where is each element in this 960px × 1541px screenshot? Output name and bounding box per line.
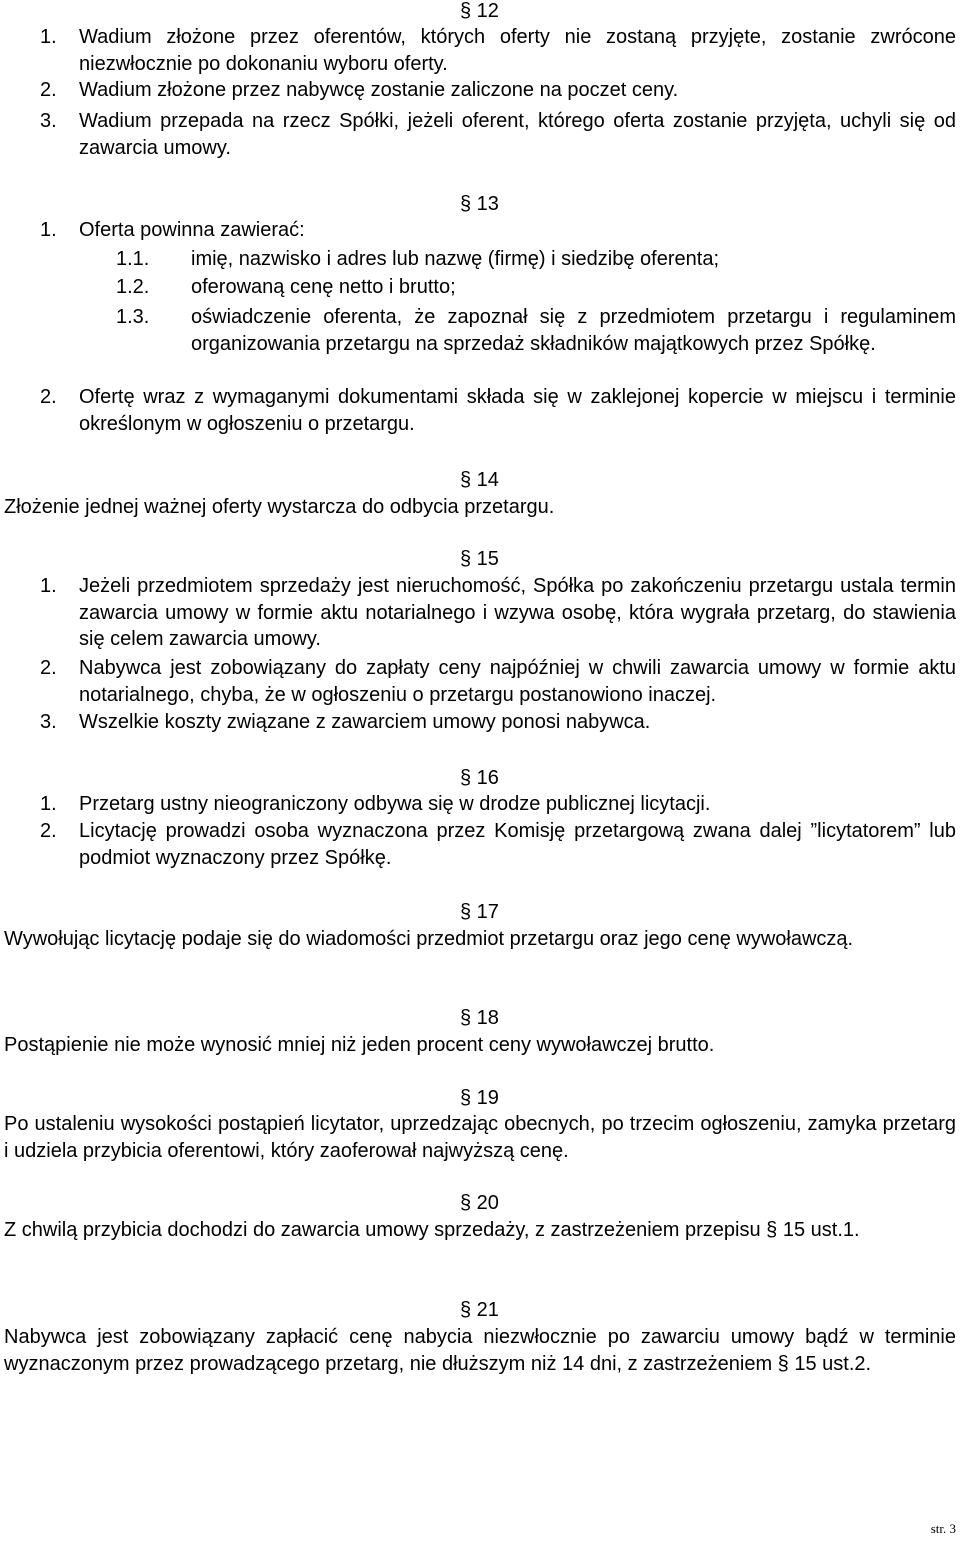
item-text: Wadium złożone przez nabywcę zostanie zaliczone na poczet ceny. <box>79 79 679 101</box>
item-text: Jeżeli przedmiotem sprzedaży jest nieruchomość, Spółka po zakończeniu przetargu ustala termin zawarcia umowy w formie aktu notarialnego i wzywa osobę, która wygrała przetarg, do stawienia się celem zawarcia umowy. <box>79 575 956 650</box>
item-number: 3. <box>40 110 57 132</box>
list-item <box>40 24 956 77</box>
paragraph: Po ustaleniu wysokości postąpień licytator, uprzedzając obecnych, po trzecim ogłoszeniu, zamyka przetarg i udziela przybicia oferentowi, który zaoferował najwyższą cenę. <box>4 1113 956 1162</box>
list-item <box>40 818 956 871</box>
list-item <box>40 384 956 437</box>
section-15-heading: § 15 <box>460 548 499 570</box>
item-text: Wadium przepada na rzecz Spółki, jeżeli oferent, którego oferta zostanie przyjęta, uchyli się od zawarcia umowy. <box>79 110 956 159</box>
sub-item-number: 1.1. <box>116 248 150 270</box>
section-19-heading: § 19 <box>460 1087 499 1109</box>
list-item <box>40 108 956 161</box>
item-text: Ofertę wraz z wymaganymi dokumentami składa się w zaklejonej kopercie w miejscu i terminie określonym w ogłoszeniu o przetargu. <box>79 386 956 435</box>
item-number: 2. <box>40 386 57 408</box>
item-number: 2. <box>40 820 57 842</box>
sub-item-text: imię, nazwisko i adres lub nazwę (firmę) i siedzibę oferenta; <box>191 248 719 270</box>
paragraph: Postąpienie nie może wynosić mniej niż jeden procent ceny wywoławczej brutto. <box>4 1034 715 1056</box>
section-17-heading: § 17 <box>460 901 499 923</box>
list-item <box>40 709 956 736</box>
item-text: Licytację prowadzi osoba wyznaczona przez Komisję przetargową zwana dalej ”licytatorem” lub podmiot wyznaczony przez Spółkę. <box>79 820 956 869</box>
item-text: Oferta powinna zawierać: <box>79 219 305 241</box>
section-12-heading: § 12 <box>460 0 499 22</box>
item-number: 1. <box>40 26 57 48</box>
section-18-heading: § 18 <box>460 1007 499 1029</box>
item-text: Przetarg ustny nieograniczony odbywa się w drodze publicznej licytacji. <box>79 793 711 815</box>
item-text: Wadium złożone przez oferentów, których oferty nie zostaną przyjęte, zostanie zwrócone niezwłocznie po dokonaniu wyboru oferty. <box>79 26 956 75</box>
item-number: 2. <box>40 657 57 679</box>
section-14-heading: § 14 <box>460 469 499 491</box>
page-number: str. 3 <box>930 1521 956 1536</box>
list-item <box>40 573 956 653</box>
item-number: 2. <box>40 79 57 101</box>
item-number: 1. <box>40 793 57 815</box>
list-item <box>40 655 956 708</box>
sub-item <box>116 304 956 357</box>
item-text: Wszelkie koszty związane z zawarciem umowy ponosi nabywca. <box>79 711 651 733</box>
list-item <box>40 791 956 818</box>
paragraph: Wywołując licytację podaje się do wiadomości przedmiot przetargu oraz jego cenę wywoławczą. <box>4 928 854 950</box>
item-text: Nabywca jest zobowiązany do zapłaty ceny najpóźniej w chwili zawarcia umowy w formie aktu notarialnego, chyba, że w ogłoszeniu o przetargu postanowiono inaczej. <box>79 657 956 706</box>
section-20-heading: § 20 <box>460 1192 499 1214</box>
paragraph: Z chwilą przybicia dochodzi do zawarcia umowy sprzedaży, z zastrzeżeniem przepisu § 15 ust.1. <box>4 1219 860 1241</box>
item-number: 1. <box>40 575 57 597</box>
sub-item-text: oferowaną cenę netto i brutto; <box>191 276 456 298</box>
paragraph: Nabywca jest zobowiązany zapłacić cenę nabycia niezwłocznie po zawarciu umowy bądź w terminie wyznaczonym przez prowadzącego przetarg, nie dłuższym niż 14 dni, z zastrzeżeniem § 15 ust.2. <box>4 1326 956 1375</box>
section-21-heading: § 21 <box>460 1299 499 1321</box>
item-number: 1. <box>40 219 57 241</box>
sub-item-text: oświadczenie oferenta, że zapoznał się z przedmiotem przetargu i regulaminem organizowania przetargu na sprzedaż składników majątkowych przez Spółkę. <box>191 306 956 355</box>
paragraph: Złożenie jednej ważnej oferty wystarcza do odbycia przetargu. <box>4 496 555 518</box>
list-item <box>40 217 956 244</box>
sub-item <box>116 274 956 301</box>
section-16-heading: § 16 <box>460 767 499 789</box>
sub-item <box>116 246 956 273</box>
section-13-heading: § 13 <box>460 193 499 215</box>
item-number: 3. <box>40 711 57 733</box>
sub-item-number: 1.3. <box>116 306 150 328</box>
sub-item-number: 1.2. <box>116 276 150 298</box>
list-item <box>40 77 956 104</box>
